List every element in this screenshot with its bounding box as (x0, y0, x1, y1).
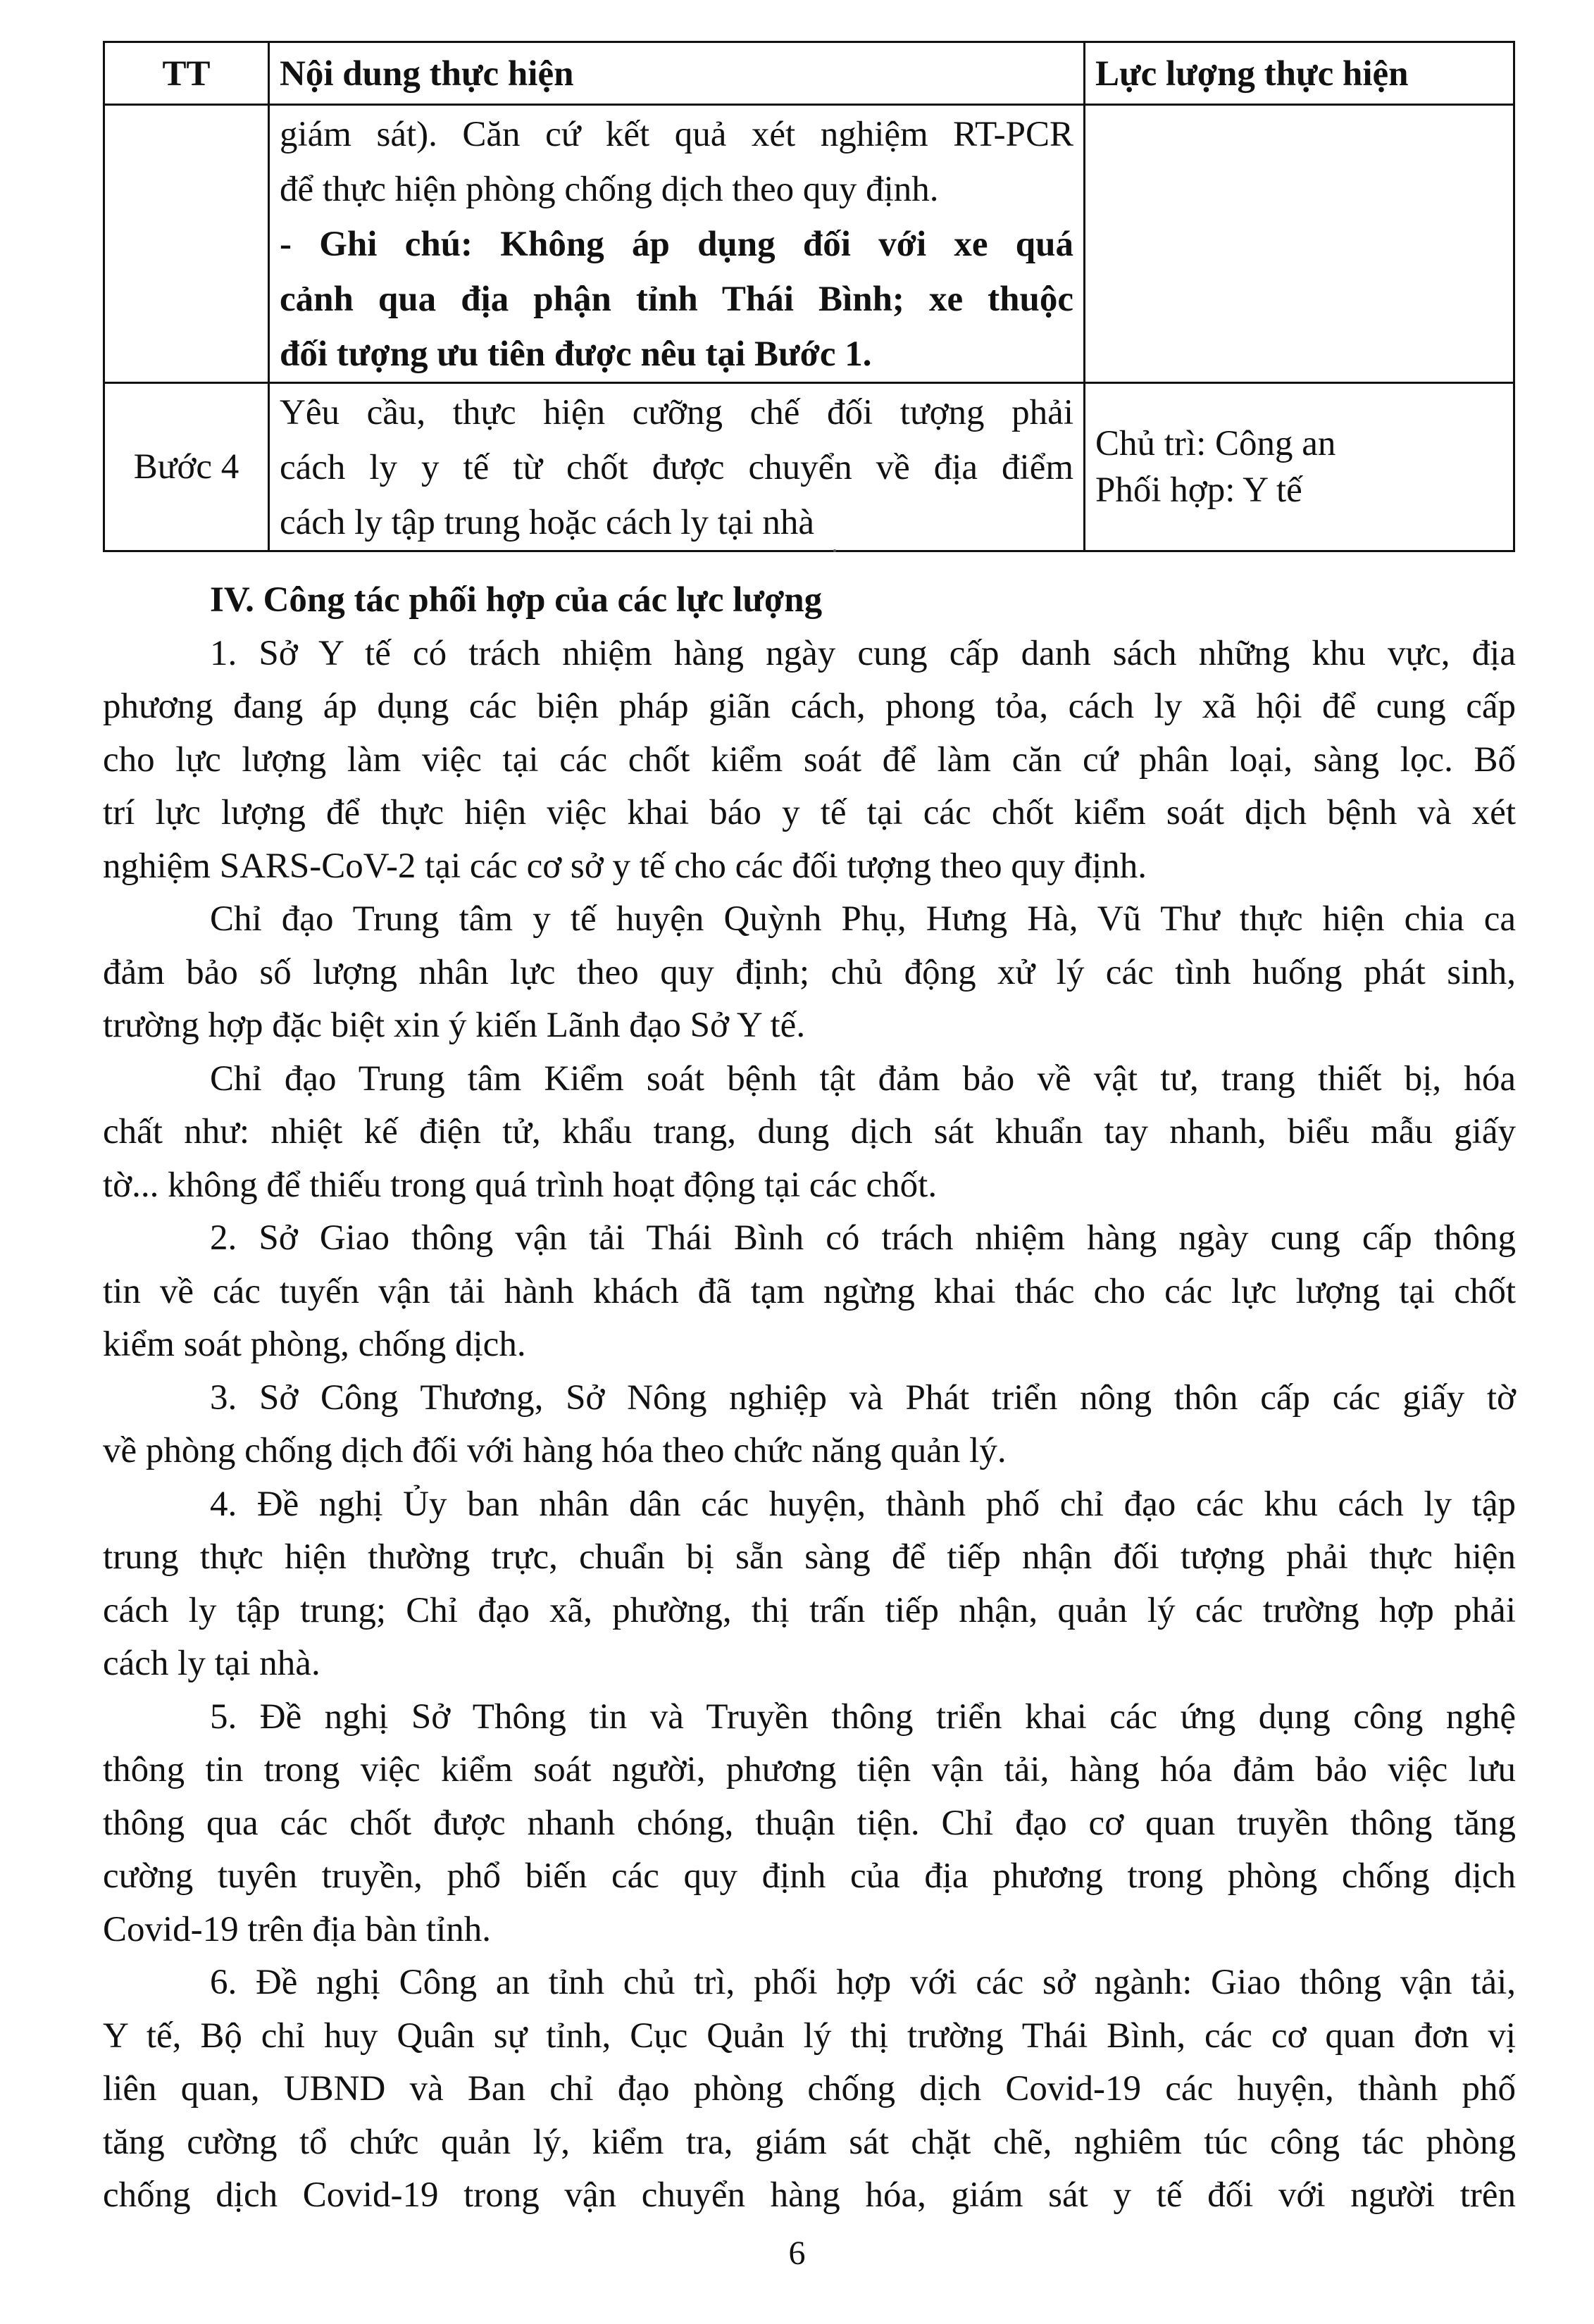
content-cell (269, 105, 1085, 383)
paragraph-line: về phòng chống dịch đối với hàng hóa theo chức năng quản lý. (103, 1431, 1007, 1470)
paragraph-line: tin về các tuyến vận tải hành khách đã tạm ngừng khai thác cho các lực lượng tại chốt (103, 1271, 1516, 1311)
paragraph-line: 4. Đề nghị Ủy ban nhân dân các huyện, thành phố chỉ đạo các khu cách ly tập (210, 1484, 1516, 1524)
paragraph-line: thông qua các chốt được nhanh chóng, thuận tiện. Chỉ đạo cơ quan truyền thông tăng (103, 1803, 1516, 1843)
paragraph-line: Chỉ đạo Trung tâm Kiểm soát bệnh tật đảm bảo về vật tư, trang thiết bị, hóa (210, 1058, 1516, 1099)
paragraph (103, 627, 1516, 894)
force-cell (1085, 105, 1514, 383)
header-content: Nội dung thực hiện (269, 42, 1085, 105)
content-line: cách ly tập trung hoặc cách ly tại nhà (280, 503, 814, 542)
implementation-table (103, 41, 1515, 552)
paragraph (103, 1053, 1516, 1213)
paragraph-line: trung thực hiện thường trực, chuẩn bị sẵn sàng để tiếp nhận đối tượng phải thực hiện (103, 1537, 1516, 1577)
paragraph (103, 1372, 1516, 1478)
paragraph-line: Chỉ đạo Trung tâm y tế huyện Quỳnh Phụ, Hưng Hà, Vũ Thư thực hiện chia ca (210, 899, 1516, 939)
paragraph-line: đảm bảo số lượng nhân lực theo quy định; chủ động xử lý các tình huống phát sinh, (103, 952, 1516, 992)
paragraph-line: chống dịch Covid-19 trong vận chuyển hàng hóa, giám sát y tế đối với người trên (103, 2175, 1516, 2215)
force-cell (1085, 383, 1514, 551)
content-line: cách ly y tế từ chốt được chuyển về địa điểm (280, 448, 1073, 487)
paragraph-line: cường tuyên truyền, phổ biến các quy định của địa phương trong phòng chống dịch (103, 1856, 1516, 1896)
scan-speck (833, 549, 836, 552)
step-cell (104, 105, 269, 383)
header-force: Lực lượng thực hiện (1085, 42, 1514, 105)
content-line: Yêu cầu, thực hiện cưỡng chế đối tượng phải (280, 393, 1073, 432)
paragraph-line: Y tế, Bộ chỉ huy Quân sự tỉnh, Cục Quản lý thị trường Thái Bình, các cơ quan đơn vị (103, 2016, 1516, 2056)
paragraph-line: liên quan, UBND và Ban chỉ đạo phòng chống dịch Covid-19 các huyện, thành phố (103, 2069, 1516, 2109)
table-row (104, 383, 1514, 551)
table-header-row (104, 42, 1514, 105)
page-number: 6 (788, 2235, 806, 2272)
paragraph-line: kiểm soát phòng, chống dịch. (103, 1325, 526, 1364)
content-line: để thực hiện phòng chống dịch theo quy định. (280, 170, 939, 209)
paragraph (103, 1691, 1516, 1957)
section-heading: IV. Công tác phối hợp của các lực lượng (210, 580, 823, 620)
paragraph-line: cho lực lượng làm việc tại các chốt kiểm soát để làm căn cứ phân loại, sàng lọc. Bố (103, 739, 1516, 780)
paragraph-line: 1. Sở Y tế có trách nhiệm hàng ngày cung cấp danh sách những khu vực, địa (210, 633, 1516, 673)
paragraph-line: thông tin trong việc kiểm soát người, phương tiện vận tải, hàng hóa đảm bảo việc lưu (103, 1750, 1516, 1789)
paragraph-list (103, 627, 1516, 2223)
paragraph-line: tờ... không để thiếu trong quá trình hoạt động tại các chốt. (103, 1165, 938, 1205)
paragraph-line: cách ly tại nhà. (103, 1644, 320, 1683)
note-line: - Ghi chú: Không áp dụng đối với xe quá (280, 225, 1073, 264)
force-lead: Chủ trì: Công an (1095, 424, 1336, 463)
section-body (103, 574, 1516, 2223)
paragraph-line: trường hợp đặc biệt xin ý kiến Lãnh đạo Sở Y tế. (103, 1006, 806, 1045)
content-line: giám sát). Căn cứ kết quả xét nghiệm RT-PCR (280, 115, 1073, 154)
paragraph-line: 2. Sở Giao thông vận tải Thái Bình có trách nhiệm hàng ngày cung cấp thông (210, 1218, 1516, 1258)
paragraph-line: 5. Đề nghị Sở Thông tin và Truyền thông triển khai các ứng dụng công nghệ (210, 1697, 1516, 1737)
paragraph-line: trí lực lượng để thực hiện việc khai báo y tế tại các chốt kiểm soát dịch bệnh và xét (103, 793, 1516, 832)
paragraph-line: nghiệm SARS-CoV-2 tại các cơ sở y tế cho các đối tượng theo quy định. (103, 846, 1147, 886)
force-support: Phối hợp: Y tế (1095, 470, 1302, 510)
paragraph-line: 3. Sở Công Thương, Sở Nông nghiệp và Phát triển nông thôn cấp các giấy tờ (210, 1377, 1516, 1418)
paragraph (103, 1956, 1516, 2223)
note-line: cảnh qua địa phận tỉnh Thái Bình; xe thuộc (280, 280, 1073, 319)
paragraph-line: chất như: nhiệt kế điện tử, khẩu trang, dung dịch sát khuẩn tay nhanh, biểu mẫu giấy (103, 1112, 1516, 1151)
paragraph-line: cách ly tập trung; Chỉ đạo xã, phường, thị trấn tiếp nhận, quản lý các trường hợp phải (103, 1590, 1516, 1630)
step-cell: Bước 4 (104, 383, 269, 551)
table-row (104, 105, 1514, 383)
paragraph (103, 893, 1516, 1053)
note-line: đối tượng ưu tiên được nêu tại Bước 1. (280, 335, 872, 374)
paragraph (103, 1478, 1516, 1691)
paragraph-line: Covid-19 trên địa bàn tỉnh. (103, 1909, 491, 1949)
paragraph (103, 1212, 1516, 1372)
paragraph-line: tăng cường tổ chức quản lý, kiểm tra, giám sát chặt chẽ, nghiêm túc công tác phòng (103, 2122, 1516, 2162)
paragraph-line: phương đang áp dụng các biện pháp giãn cách, phong tỏa, cách ly xã hội để cung cấp (103, 687, 1516, 726)
content-cell (269, 383, 1085, 551)
paragraph-line: 6. Đề nghị Công an tỉnh chủ trì, phối hợp với các sở ngành: Giao thông vận tải, (210, 1963, 1516, 2002)
header-tt: TT (104, 42, 269, 105)
